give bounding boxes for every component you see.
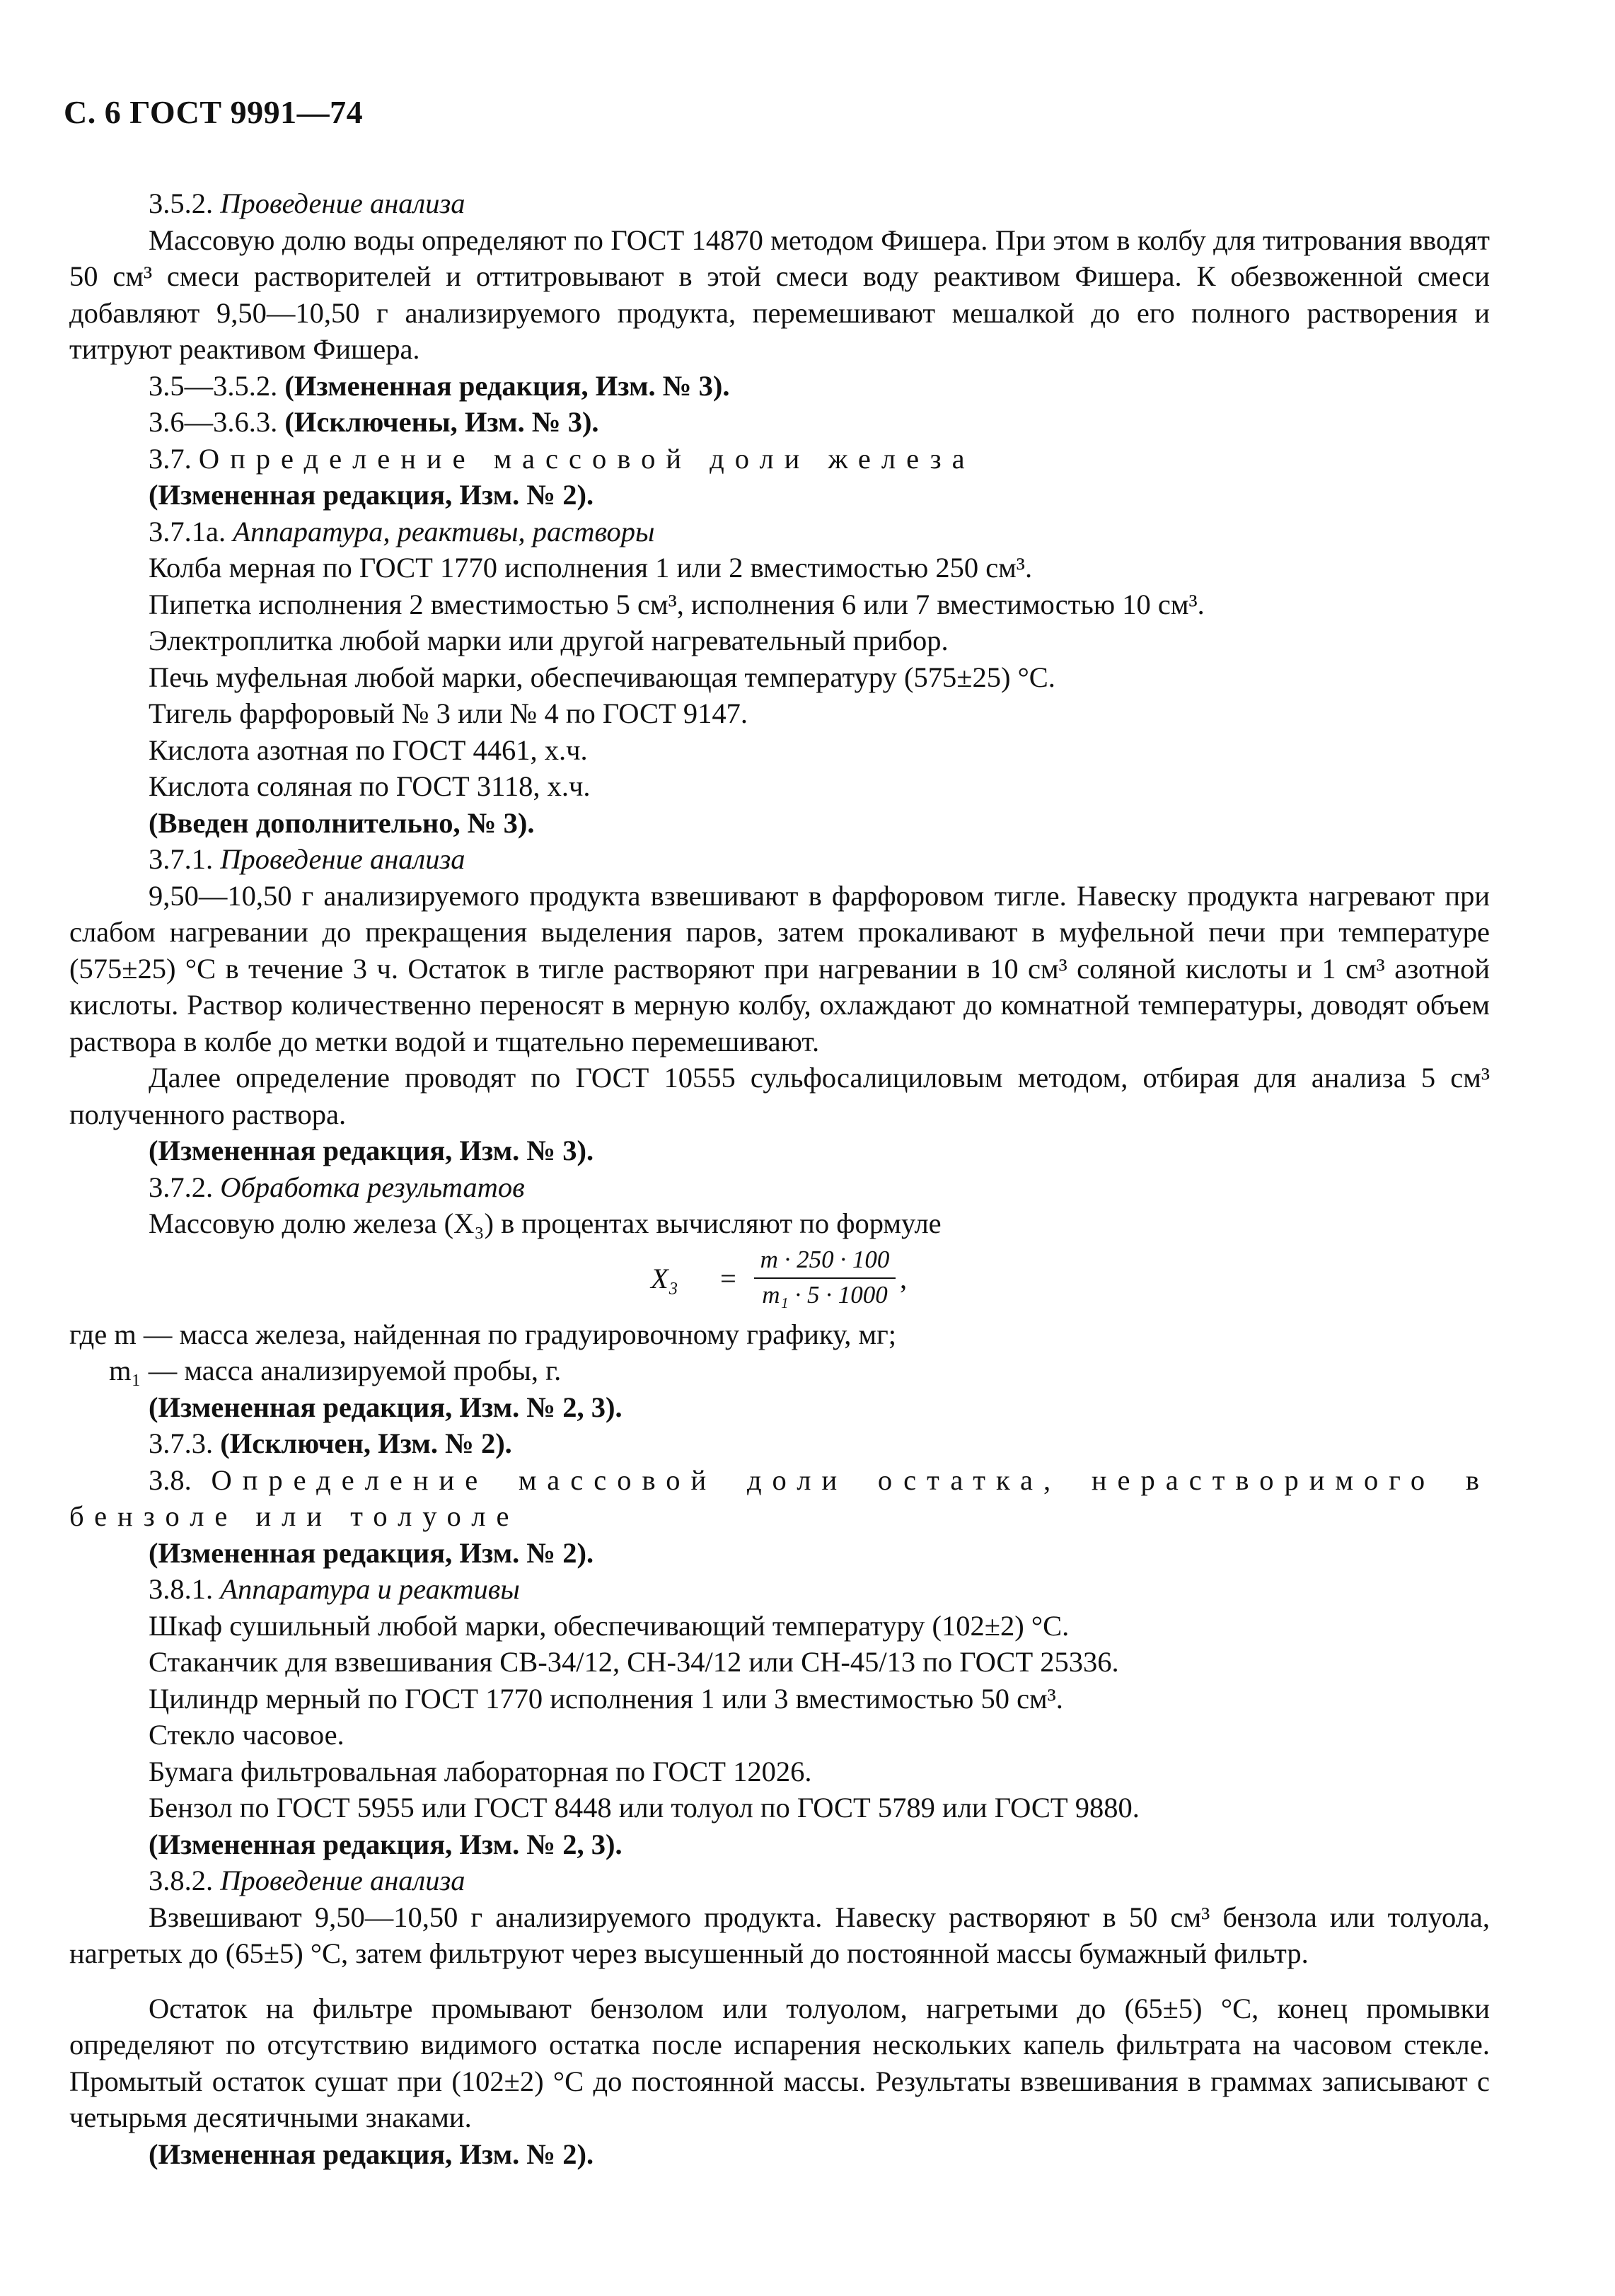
- page-header: С. 6 ГОСТ 9991—74: [64, 94, 364, 130]
- section-3-7-3: [69, 1425, 1490, 1462]
- revision-note: [69, 368, 1490, 405]
- revision-text: (Исключены, Изм. № 3).: [284, 406, 599, 438]
- revision-note: (Измененная редакция, Изм. № 2).: [149, 479, 594, 511]
- revision-note: (Введен дополнительно, № 3).: [149, 806, 535, 839]
- section-number: 3.5.2.: [149, 187, 214, 219]
- section-number: 3.7.1.: [149, 843, 214, 875]
- formula-intro: Массовую долю железа (X₃) в процентах вычисляют по формуле: [149, 1207, 942, 1239]
- equipment-item: Печь муфельная любой марки, обеспечивающая температуру (575±25) °С.: [149, 661, 1055, 693]
- formula-legend-m: где m — масса железа, найденная по градуировочному графику, мг;: [69, 1318, 897, 1350]
- section-title: Определение массовой доли железа: [198, 442, 976, 475]
- revision-note: (Измененная редакция, Изм. № 2, 3).: [149, 1828, 623, 1860]
- section-title: Определение массовой доли остатка, нерастворимого в бензоле или толуоле: [69, 1463, 1490, 1532]
- section-title: Аппаратура, реактивы, растворы: [233, 515, 655, 547]
- formula-numerator: m · 250 · 100: [754, 1243, 896, 1279]
- section-number: 3.5—3.5.2.: [149, 369, 278, 402]
- revision-note: (Измененная редакция, Изм. № 2, 3).: [149, 1391, 623, 1423]
- apparatus-item: Бумага фильтровальная лабораторная по ГОСТ 12026.: [149, 1755, 812, 1787]
- section-3-8-2-paragraph: Остаток на фильтре промывают бензолом или толуолом, нагретыми до (65±5) °С, конец промывки определяют по отсутствию видимого остатка после испарения нескольких капель фильтрата на часовом стекле. Промытый остаток сушат при (102±2) °С до постоянной массы. Результаты взвешивания в граммах записывают с четырьмя десятичными знаками.: [69, 1992, 1490, 2133]
- section-3-8-heading: [69, 1462, 1490, 1535]
- revision-text: (Измененная редакция, Изм. № 3).: [284, 369, 730, 402]
- section-number: 3.7.1а.: [149, 515, 226, 547]
- revision-note: (Измененная редакция, Изм. № 2).: [149, 2138, 594, 2170]
- section-title: Обработка результатов: [220, 1171, 525, 1203]
- equipment-item: Кислота соляная по ГОСТ 3118, х.ч.: [149, 770, 591, 802]
- iron-formula: [69, 1242, 1490, 1316]
- section-3-7-1-heading: [69, 841, 1490, 878]
- section-3-8-1-heading: [69, 1571, 1490, 1608]
- document-body: [69, 185, 1490, 2172]
- formula-comma: ,: [900, 1262, 908, 1294]
- section-3-8-2-paragraph: Взвешивают 9,50—10,50 г анализируемого продукта. Навеску растворяют в 50 см³ бензола или толуола, нагретых до (65±5) °С, затем фильтруют через высушенный до постоянной массы бумажный фильтр.: [69, 1901, 1490, 1969]
- equipment-item: Пипетка исполнения 2 вместимостью 5 см³, исполнения 6 или 7 вместимостью 10 см³.: [149, 588, 1205, 620]
- apparatus-item: Бензол по ГОСТ 5955 или ГОСТ 8448 или толуол по ГОСТ 5789 или ГОСТ 9880.: [149, 1792, 1140, 1824]
- formula-lhs: X₃: [651, 1262, 678, 1294]
- section-3-8-2-heading: [69, 1862, 1490, 1899]
- section-title: Проведение анализа: [220, 1865, 465, 1896]
- apparatus-item: Стаканчик для взвешивания СВ-34/12, СН-34/12 или СН-45/13 по ГОСТ 25336.: [149, 1646, 1119, 1678]
- section-3-7-1-paragraph: Далее определение проводят по ГОСТ 10555 сульфосалициловым методом, отбирая для анализа 5 см³ полученного раствора.: [69, 1062, 1490, 1130]
- section-number: 3.7.: [149, 442, 192, 475]
- apparatus-item: Шкаф сушильный любой марки, обеспечивающий температуру (102±2) °С.: [149, 1609, 1070, 1642]
- formula-fraction: [754, 1243, 896, 1311]
- section-3-7-1-paragraph: 9,50—10,50 г анализируемого продукта взвешивают в фарфоровом тигле. Навеску продукта нагревают при слабом нагревании до прекращения выделения паров, затем прокаливают в муфельной печи при температуре (575±25) °С в течение 3 ч. Остаток в тигле растворяют при нагревании в 10 см³ соляной кислоты и 1 см³ азотной кислоты. Раствор количественно переносят в мерную колбу, охлаждают до комнатной температуры, доводят объем раствора в колбе до метки водой и тщательно перемешивают.: [69, 879, 1490, 1057]
- paragraph-gap: [69, 1972, 1490, 1990]
- section-3-7-heading: [69, 441, 1490, 477]
- section-3-7-2-heading: [69, 1169, 1490, 1206]
- section-number: 3.8.1.: [149, 1573, 214, 1605]
- section-3-5-2-text: Массовую долю воды определяют по ГОСТ 14870 методом Фишера. При этом в колбу для титрования вводят 50 см³ смеси растворителей и оттитровывают в этой смеси воду реактивом Фишера. К обезвоженной смеси добавляют 9,50—10,50 г анализируемого продукта, перемешивают мешалкой до его полного растворения и титруют реактивом Фишера.: [69, 224, 1490, 365]
- section-number: 3.8.2.: [149, 1865, 214, 1896]
- formula-legend-m1: m₁ — масса анализируемой пробы, г.: [109, 1355, 562, 1386]
- equipment-item: Кислота азотная по ГОСТ 4461, х.ч.: [149, 734, 588, 766]
- section-number: 3.6—3.6.3.: [149, 406, 278, 438]
- section-3-5-2-heading: [69, 185, 1490, 222]
- section-title: Аппаратура и реактивы: [220, 1573, 520, 1605]
- revision-text: (Исключен, Изм. № 2).: [220, 1427, 512, 1459]
- revision-note: (Измененная редакция, Изм. № 3).: [149, 1135, 594, 1166]
- apparatus-item: Цилиндр мерный по ГОСТ 1770 исполнения 1 или 3 вместимостью 50 см³.: [149, 1682, 1063, 1715]
- section-title: Проведение анализа: [220, 843, 465, 875]
- equipment-item: Колба мерная по ГОСТ 1770 исполнения 1 или 2 вместимостью 250 см³.: [149, 552, 1033, 584]
- apparatus-item: Стекло часовое.: [149, 1719, 345, 1751]
- revision-note: (Измененная редакция, Изм. № 2).: [149, 1536, 594, 1569]
- section-3-7-1a-heading: [69, 514, 1490, 550]
- section-number: 3.7.2.: [149, 1171, 214, 1203]
- section-number: 3.7.3.: [149, 1427, 214, 1459]
- formula-denominator: m₁ · 5 · 1000: [762, 1280, 888, 1309]
- revision-note: [69, 404, 1490, 441]
- section-title: Проведение анализа: [220, 187, 465, 219]
- equipment-item: Тигель фарфоровый № 3 или № 4 по ГОСТ 9147.: [149, 697, 748, 729]
- section-number: 3.8.: [149, 1463, 192, 1496]
- formula-equals: =: [720, 1262, 736, 1294]
- equipment-item: Электроплитка любой марки или другой нагревательный прибор.: [149, 625, 949, 656]
